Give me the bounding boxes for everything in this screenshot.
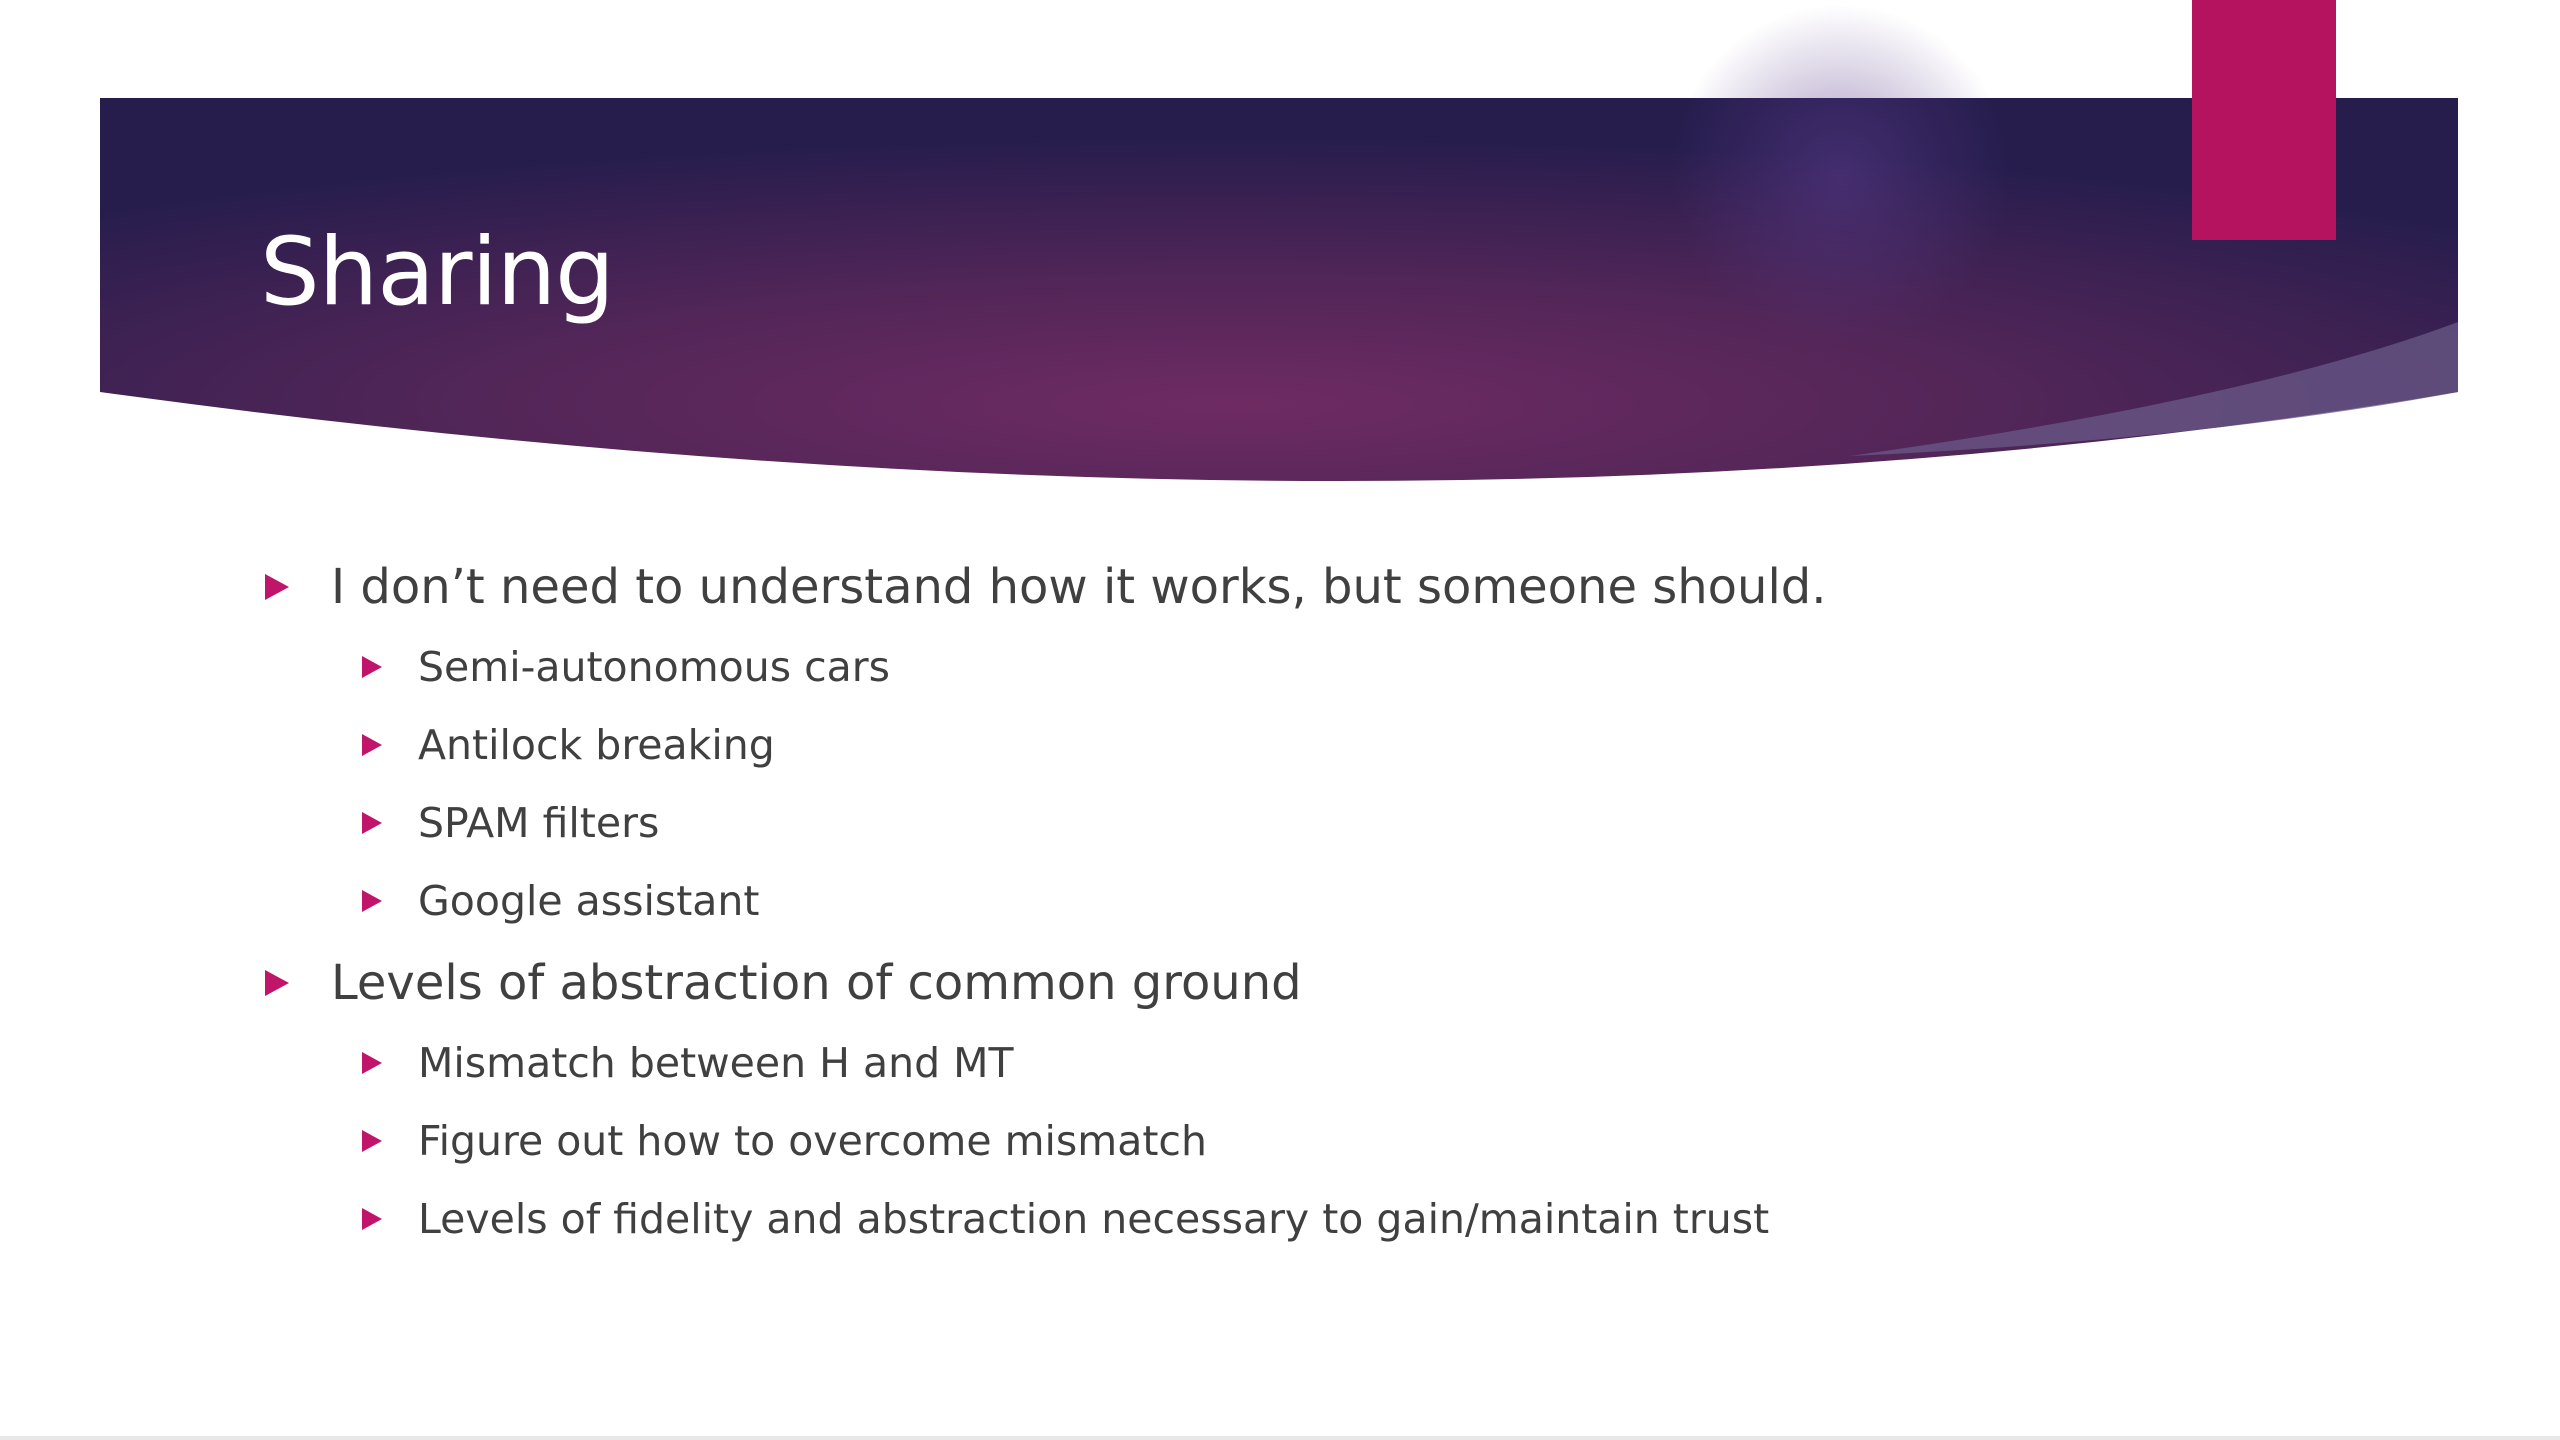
triangle-bullet-icon xyxy=(362,890,382,912)
sub-bullet-item xyxy=(362,1189,1769,1249)
bullet-text: Levels of abstraction of common ground xyxy=(331,955,1302,1011)
sub-bullet-text: Google assistant xyxy=(418,877,760,925)
sub-bullet-text: Antilock breaking xyxy=(418,721,775,769)
triangle-bullet-icon xyxy=(362,812,382,834)
bullet-text: I don’t need to understand how it works, but someone should. xyxy=(331,559,1827,615)
bullet-item xyxy=(265,950,1302,1016)
sub-bullet-text: Levels of fidelity and abstraction necessary to gain/maintain trust xyxy=(418,1195,1770,1243)
triangle-bullet-icon xyxy=(362,734,382,756)
sub-bullet-item xyxy=(362,871,759,931)
banner-glow xyxy=(1670,5,2010,345)
sub-bullet-text: Mismatch between H and MT xyxy=(418,1039,1014,1087)
sub-bullet-item xyxy=(362,715,775,775)
triangle-bullet-icon xyxy=(362,656,382,678)
triangle-bullet-icon xyxy=(362,1208,382,1230)
sub-bullet-item xyxy=(362,1111,1207,1171)
triangle-bullet-icon xyxy=(362,1052,382,1074)
accent-tab xyxy=(2192,0,2336,240)
sub-bullet-item xyxy=(362,1033,1014,1093)
sub-bullet-item xyxy=(362,637,890,697)
sub-bullet-text: Figure out how to overcome mismatch xyxy=(418,1117,1207,1165)
slide-title: Sharing xyxy=(260,218,614,327)
triangle-bullet-icon xyxy=(265,970,289,996)
bullet-item xyxy=(265,554,1827,620)
triangle-bullet-icon xyxy=(362,1130,382,1152)
sub-bullet-text: Semi-autonomous cars xyxy=(418,643,891,691)
sub-bullet-text: SPAM filters xyxy=(418,799,660,847)
sub-bullet-item xyxy=(362,793,659,853)
slide-bottom-border xyxy=(0,1436,2560,1440)
triangle-bullet-icon xyxy=(265,574,289,600)
